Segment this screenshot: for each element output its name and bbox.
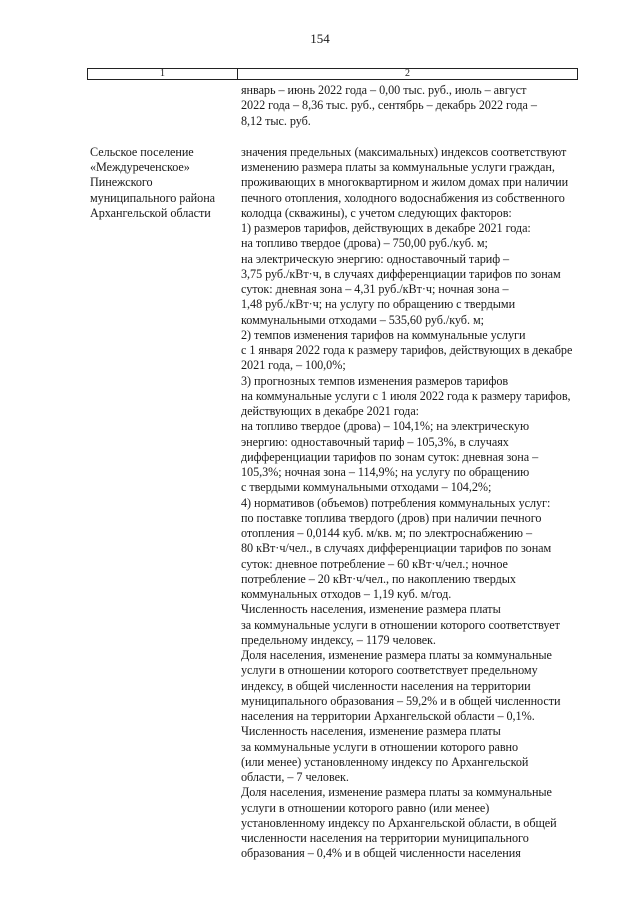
text-line: Численность населения, изменение размера платы — [241, 602, 501, 617]
text-line: 8,12 тыс. руб. — [241, 113, 311, 128]
text-line: 2022 года – 8,36 тыс. руб., сентябрь – декабрь 2022 года – — [241, 98, 537, 113]
text-line: численности населения на территории муниципального — [241, 831, 529, 845]
text-line: 2) темпов изменения тарифов на коммунальные услуги — [241, 327, 526, 342]
text-line: суток: дневная зона – 4,31 руб./кВт·ч; ночная зона – — [241, 282, 509, 296]
text-line: 105,3%; ночная зона – 114,9%; на услугу по обращению — [241, 465, 530, 479]
text-line: установленному индексу по Архангельской области, в общей — [241, 815, 557, 830]
text-line: колодца (скважины), с учетом следующих факторов: — [241, 205, 512, 220]
text-line: энергию: одноставочный тариф – 105,3%, в случаях — [241, 434, 509, 449]
column-header-2: 2 — [405, 68, 410, 79]
table-cell-territory — [87, 83, 241, 129]
text-line: значения предельных (максимальных) индексов соответствуют — [241, 144, 567, 159]
text-line: с 1 января 2022 года к размеру тарифов, действующих в декабре — [241, 343, 573, 357]
text-line: печного отопления, холодного водоснабжения из собственного — [241, 190, 565, 205]
territory-name-line: Архангельской области — [90, 205, 211, 220]
text-line: предельному индексу, – 1179 человек. — [241, 632, 436, 647]
text-line: коммунальных отходов – 1,19 куб. м/год. — [241, 587, 452, 601]
territory-name-line: Пинежского — [90, 175, 153, 190]
text-line: суток: дневное потребление – 60 кВт·ч/чел.; ночное — [241, 556, 508, 571]
text-line: 3) прогнозных темпов изменения размеров тарифов — [241, 373, 509, 388]
text-line: дифференциации тарифов по зонам суток: дневная зона – — [241, 449, 539, 464]
text-line: на коммунальные услуги с 1 июля 2022 года к размеру тарифов, — [241, 388, 571, 403]
text-line: (или менее) установленному индексу по Архангельской — [241, 754, 529, 769]
table-cell-description — [241, 83, 578, 129]
text-line: за коммунальные услуги в отношении которого соответствует — [241, 617, 560, 632]
text-line: 80 кВт·ч/чел., в случаях дифференциации тарифов по зонам — [241, 541, 552, 556]
text-line: Доля населения, изменение размера платы за коммунальные — [241, 785, 552, 800]
text-line: на топливо твердое (дрова) – 104,1%; на электрическую — [241, 419, 530, 434]
text-line: Численность населения, изменение размера платы — [241, 724, 501, 739]
text-line: на электрическую энергию: одноставочный тариф – — [241, 251, 510, 266]
text-line: коммунальными отходами – 535,60 руб./куб. м; — [241, 312, 484, 327]
table-cell-description — [241, 145, 578, 862]
text-line: услуги в отношении которого равно (или менее) — [241, 800, 490, 815]
text-line: области, – 7 человек. — [241, 770, 349, 784]
text-line: потребление – 20 кВт·ч/чел., по накоплению твердых — [241, 571, 516, 586]
text-line: отопления – 0,0144 куб. м/кв. м; по электроснабжению – — [241, 526, 532, 540]
text-line: 1) размеров тарифов, действующих в декабре 2021 года: — [241, 221, 531, 235]
table-row — [87, 83, 578, 129]
text-line: проживающих в многоквартирном и жилом домах при наличии — [241, 175, 569, 190]
text-line: за коммунальные услуги в отношении которого равно — [241, 739, 519, 754]
text-line: 1,48 руб./кВт·ч; на услугу по обращению с твердыми — [241, 297, 516, 312]
table-cell-territory — [87, 145, 241, 862]
text-line: по поставке топлива твердого (дров) при наличии печного — [241, 510, 542, 525]
text-line: изменению размера платы за коммунальные услуги граждан, — [241, 160, 555, 174]
text-line: 4) нормативов (объемов) потребления коммунальных услуг: — [241, 495, 551, 510]
column-header-1: 1 — [88, 69, 238, 79]
text-line: январь – июнь 2022 года – 0,00 тыс. руб., июль – август — [241, 83, 527, 97]
table-row — [87, 145, 578, 862]
territory-name-line: «Междуреченское» — [90, 160, 190, 174]
territory-name-line: Сельское поселение — [90, 144, 194, 159]
text-line: 2021 года, – 100,0%; — [241, 358, 346, 373]
text-line: Доля населения, изменение размера платы за коммунальные — [241, 648, 552, 662]
text-line: на топливо твердое (дрова) – 750,00 руб./куб. м; — [241, 236, 488, 251]
text-line: 3,75 руб./кВт·ч, в случаях дифференциации тарифов по зонам — [241, 266, 561, 281]
table-header-row — [87, 68, 578, 80]
document-table — [87, 68, 578, 862]
page-number: 154 — [310, 31, 330, 46]
text-line: индексу, в общей численности населения на территории — [241, 678, 531, 693]
text-line: действующих в декабре 2021 года: — [241, 404, 420, 418]
territory-name-line: муниципального района — [90, 190, 216, 205]
text-line: с твердыми коммунальными отходами – 104,2%; — [241, 480, 492, 495]
text-line: населения на территории Архангельской области – 0,1%. — [241, 709, 535, 723]
text-line: образования – 0,4% и в общей численности населения — [241, 846, 521, 861]
text-line: услуги в отношении которого соответствует предельному — [241, 663, 538, 678]
text-line: муниципального образования – 59,2% и в общей численности — [241, 693, 561, 708]
